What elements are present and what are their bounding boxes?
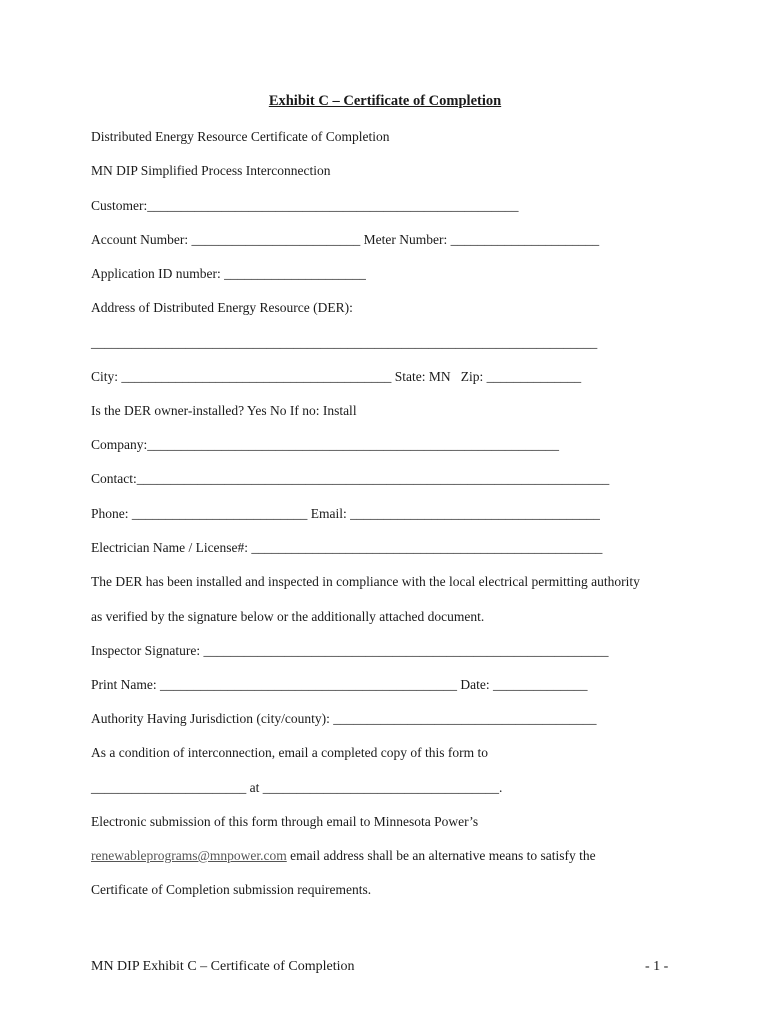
owner-installed-question: Is the DER owner-installed? Yes No If no: Install [91, 403, 357, 418]
email-recipient-field[interactable]: _______________________ at ___________________________________. [91, 780, 503, 795]
footer-title: MN DIP Exhibit C – Certificate of Completion [91, 959, 355, 974]
email-condition-text: As a condition of interconnection, email a completed copy of this form to [91, 745, 489, 760]
compliance-statement-2: as verified by the signature below or the additionally attached document. [91, 609, 485, 624]
submission-requirements-text: Certificate of Completion submission requirements. [91, 882, 372, 897]
electronic-submission-text: Electronic submission of this form through email to Minnesota Power’s [91, 814, 479, 829]
email-alternative-line [91, 846, 596, 866]
company-field[interactable]: Company:_____________________________________________________________ [91, 437, 559, 452]
der-address-label: Address of Distributed Energy Resource (DER): [91, 300, 353, 315]
inspector-signature-field[interactable]: Inspector Signature: ____________________________________________________________ [91, 643, 609, 658]
email-link[interactable]: renewableprograms@mnpower.com [91, 848, 287, 863]
subtitle-simplified-process: MN DIP Simplified Process Interconnection [91, 163, 331, 178]
application-id-field[interactable]: Application ID number: _____________________ [91, 266, 366, 281]
authority-jurisdiction-field[interactable]: Authority Having Jurisdiction (city/county): _______________________________________ [91, 711, 597, 726]
page-number: - 1 - [645, 959, 669, 974]
subtitle-der-certificate: Distributed Energy Resource Certificate of Completion [91, 129, 390, 144]
account-meter-field[interactable]: Account Number: _________________________ Meter Number: ______________________ [91, 232, 600, 247]
electrician-field[interactable]: Electrician Name / License#: ____________________________________________________ [91, 540, 603, 555]
document-title: Exhibit C – Certificate of Completion [268, 93, 502, 109]
print-name-date-field[interactable]: Print Name: ____________________________________________ Date: ______________ [91, 677, 588, 692]
email-line-rest: email address shall be an alternative means to satisfy the [286, 848, 596, 863]
phone-email-field[interactable]: Phone: __________________________ Email: _____________________________________ [91, 506, 600, 521]
compliance-statement-1: The DER has been installed and inspected in compliance with the local electrical permitting authority [91, 574, 640, 589]
der-address-field[interactable]: ___________________________________________________________________________ [91, 335, 598, 350]
customer-field[interactable]: Customer:_______________________________________________________ [91, 198, 519, 213]
city-state-zip-field[interactable]: City: ________________________________________ State: MN Zip: ______________ [91, 369, 582, 384]
contact-field[interactable]: Contact:______________________________________________________________________ [91, 471, 610, 486]
